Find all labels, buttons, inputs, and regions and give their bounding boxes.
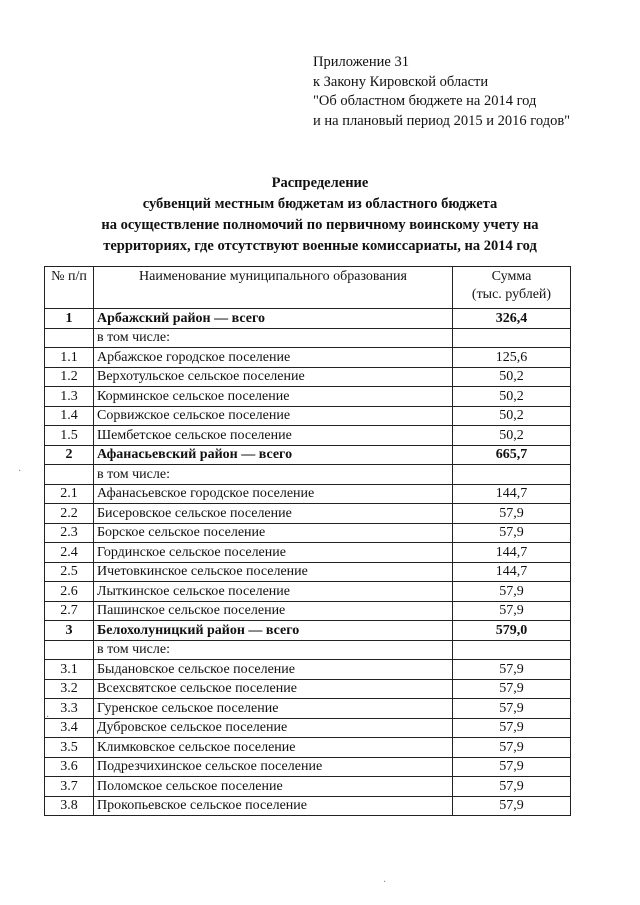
- row-sum: 326,4: [453, 309, 571, 329]
- row-number: 1.2: [45, 367, 94, 387]
- table-row: [45, 367, 571, 387]
- row-sum: 57,9: [453, 738, 571, 758]
- row-sum: 57,9: [453, 777, 571, 797]
- distribution-table: [44, 266, 571, 816]
- table-row: [45, 660, 571, 680]
- subheader-row: [45, 465, 571, 485]
- row-sum: 50,2: [453, 367, 571, 387]
- row-sum: 57,9: [453, 582, 571, 602]
- title-line: субвенций местным бюджетам из областного бюджета: [142, 196, 498, 212]
- row-sum: 50,2: [453, 426, 571, 446]
- row-municipality-name: в том числе:: [94, 465, 453, 485]
- table-row: [45, 426, 571, 446]
- appendix-line: "Об областном бюджете на 2014 год: [313, 93, 537, 109]
- row-number: 2.6: [45, 582, 94, 602]
- table-row: [45, 523, 571, 543]
- title-line: на осуществление полномочий по первичному воинскому учету на: [101, 217, 539, 233]
- subheader-row: [45, 328, 571, 348]
- table-row: [45, 406, 571, 426]
- appendix-line: Приложение 31: [313, 54, 409, 70]
- table-row: [45, 562, 571, 582]
- row-municipality-name: Белохолуницкий район — всего: [94, 621, 453, 641]
- row-municipality-name: в том числе:: [94, 640, 453, 660]
- row-sum: 57,9: [453, 796, 571, 816]
- appendix-line: к Закону Кировской области: [313, 73, 489, 90]
- table-row: [45, 738, 571, 758]
- header-sum-label: Сумма: [491, 269, 532, 284]
- row-municipality-name: Лыткинское сельское поселение: [94, 582, 453, 602]
- scan-artifact: ·: [18, 466, 22, 477]
- row-municipality-name: Арбажский район — всего: [94, 309, 453, 329]
- table-row: [45, 348, 571, 368]
- table-header-row: [45, 267, 571, 309]
- header-sum: [453, 267, 571, 309]
- row-number: 1.3: [45, 387, 94, 407]
- row-number: 2.3: [45, 523, 94, 543]
- row-number: 2.7: [45, 601, 94, 621]
- row-number: 3.1: [45, 660, 94, 680]
- row-municipality-name: Поломское сельское поселение: [94, 777, 453, 797]
- row-number: 3: [45, 621, 94, 641]
- row-sum: 144,7: [453, 562, 571, 582]
- row-number: 3.3: [45, 699, 94, 719]
- table-row: [45, 601, 571, 621]
- row-municipality-name: Афанасьевское городское поселение: [94, 484, 453, 504]
- row-number: 1: [45, 309, 94, 329]
- row-number: 3.6: [45, 757, 94, 777]
- row-municipality-name: Прокопьевское сельское поселение: [94, 796, 453, 816]
- row-municipality-name: Афанасьевский район — всего: [94, 445, 453, 465]
- row-sum: [453, 640, 571, 660]
- row-municipality-name: Пашинское сельское поселение: [94, 601, 453, 621]
- appendix-line: и на плановый период 2015 и 2016 годов": [313, 112, 571, 129]
- row-number: 2: [45, 445, 94, 465]
- scan-artifact: ·: [46, 712, 50, 723]
- row-municipality-name: Ичетовкинское сельское поселение: [94, 562, 453, 582]
- row-municipality-name: Бисеровское сельское поселение: [94, 504, 453, 524]
- row-sum: 665,7: [453, 445, 571, 465]
- row-municipality-name: Корминское сельское поселение: [94, 387, 453, 407]
- row-sum: 50,2: [453, 387, 571, 407]
- row-sum: 57,9: [453, 757, 571, 777]
- table-row: [45, 679, 571, 699]
- row-sum: 57,9: [453, 718, 571, 738]
- row-number: 3.2: [45, 679, 94, 699]
- row-number: 2.2: [45, 504, 94, 524]
- row-municipality-name: Сорвижское сельское поселение: [94, 406, 453, 426]
- header-number: № п/п: [45, 267, 94, 309]
- row-municipality-name: Подрезчихинское сельское поселение: [94, 757, 453, 777]
- title-line: территориях, где отсутствуют военные комиссариаты, на 2014 год: [103, 238, 537, 254]
- row-municipality-name: Борское сельское поселение: [94, 523, 453, 543]
- table-row: [45, 757, 571, 777]
- row-number: 1.4: [45, 406, 94, 426]
- row-sum: 57,9: [453, 660, 571, 680]
- row-municipality-name: Дубровское сельское поселение: [94, 718, 453, 738]
- row-municipality-name: в том числе:: [94, 328, 453, 348]
- row-number: 3.4: [45, 718, 94, 738]
- row-number: 2.1: [45, 484, 94, 504]
- row-number: 3.8: [45, 796, 94, 816]
- row-number: [45, 328, 94, 348]
- table-row: [45, 718, 571, 738]
- district-row: [45, 309, 571, 329]
- row-municipality-name: Гуренское сельское поселение: [94, 699, 453, 719]
- row-sum: 57,9: [453, 699, 571, 719]
- appendix-reference: [313, 53, 570, 131]
- table-row: [45, 777, 571, 797]
- row-number: 2.4: [45, 543, 94, 563]
- table-row: [45, 796, 571, 816]
- row-number: 3.7: [45, 777, 94, 797]
- row-sum: [453, 465, 571, 485]
- row-sum: 144,7: [453, 543, 571, 563]
- scan-artifact: ·: [383, 877, 387, 888]
- row-number: 2.5: [45, 562, 94, 582]
- table-row: [45, 699, 571, 719]
- table-row: [45, 484, 571, 504]
- row-number: 3.5: [45, 738, 94, 758]
- header-sum-unit: (тыс. рублей): [471, 287, 552, 302]
- row-sum: 50,2: [453, 406, 571, 426]
- document-title: [0, 173, 640, 257]
- table-row: [45, 543, 571, 563]
- district-row: [45, 445, 571, 465]
- row-municipality-name: Климковское сельское поселение: [94, 738, 453, 758]
- row-municipality-name: Всехсвятское сельское поселение: [94, 679, 453, 699]
- row-number: 1.5: [45, 426, 94, 446]
- row-number: [45, 465, 94, 485]
- row-municipality-name: Верхотульское сельское поселение: [94, 367, 453, 387]
- row-sum: 57,9: [453, 504, 571, 524]
- table-row: [45, 582, 571, 602]
- row-municipality-name: Гординское сельское поселение: [94, 543, 453, 563]
- row-sum: 57,9: [453, 601, 571, 621]
- row-sum: 57,9: [453, 523, 571, 543]
- row-sum: [453, 328, 571, 348]
- header-name: Наименование муниципального образования: [94, 267, 453, 309]
- row-municipality-name: Шембетское сельское поселение: [94, 426, 453, 446]
- row-number: 1.1: [45, 348, 94, 368]
- row-sum: 579,0: [453, 621, 571, 641]
- district-row: [45, 621, 571, 641]
- row-municipality-name: Быдановское сельское поселение: [94, 660, 453, 680]
- row-municipality-name: Арбажское городское поселение: [94, 348, 453, 368]
- title-line: Распределение: [271, 175, 369, 191]
- row-sum: 57,9: [453, 679, 571, 699]
- row-sum: 125,6: [453, 348, 571, 368]
- subheader-row: [45, 640, 571, 660]
- table-row: [45, 387, 571, 407]
- row-number: [45, 640, 94, 660]
- table-row: [45, 504, 571, 524]
- row-sum: 144,7: [453, 484, 571, 504]
